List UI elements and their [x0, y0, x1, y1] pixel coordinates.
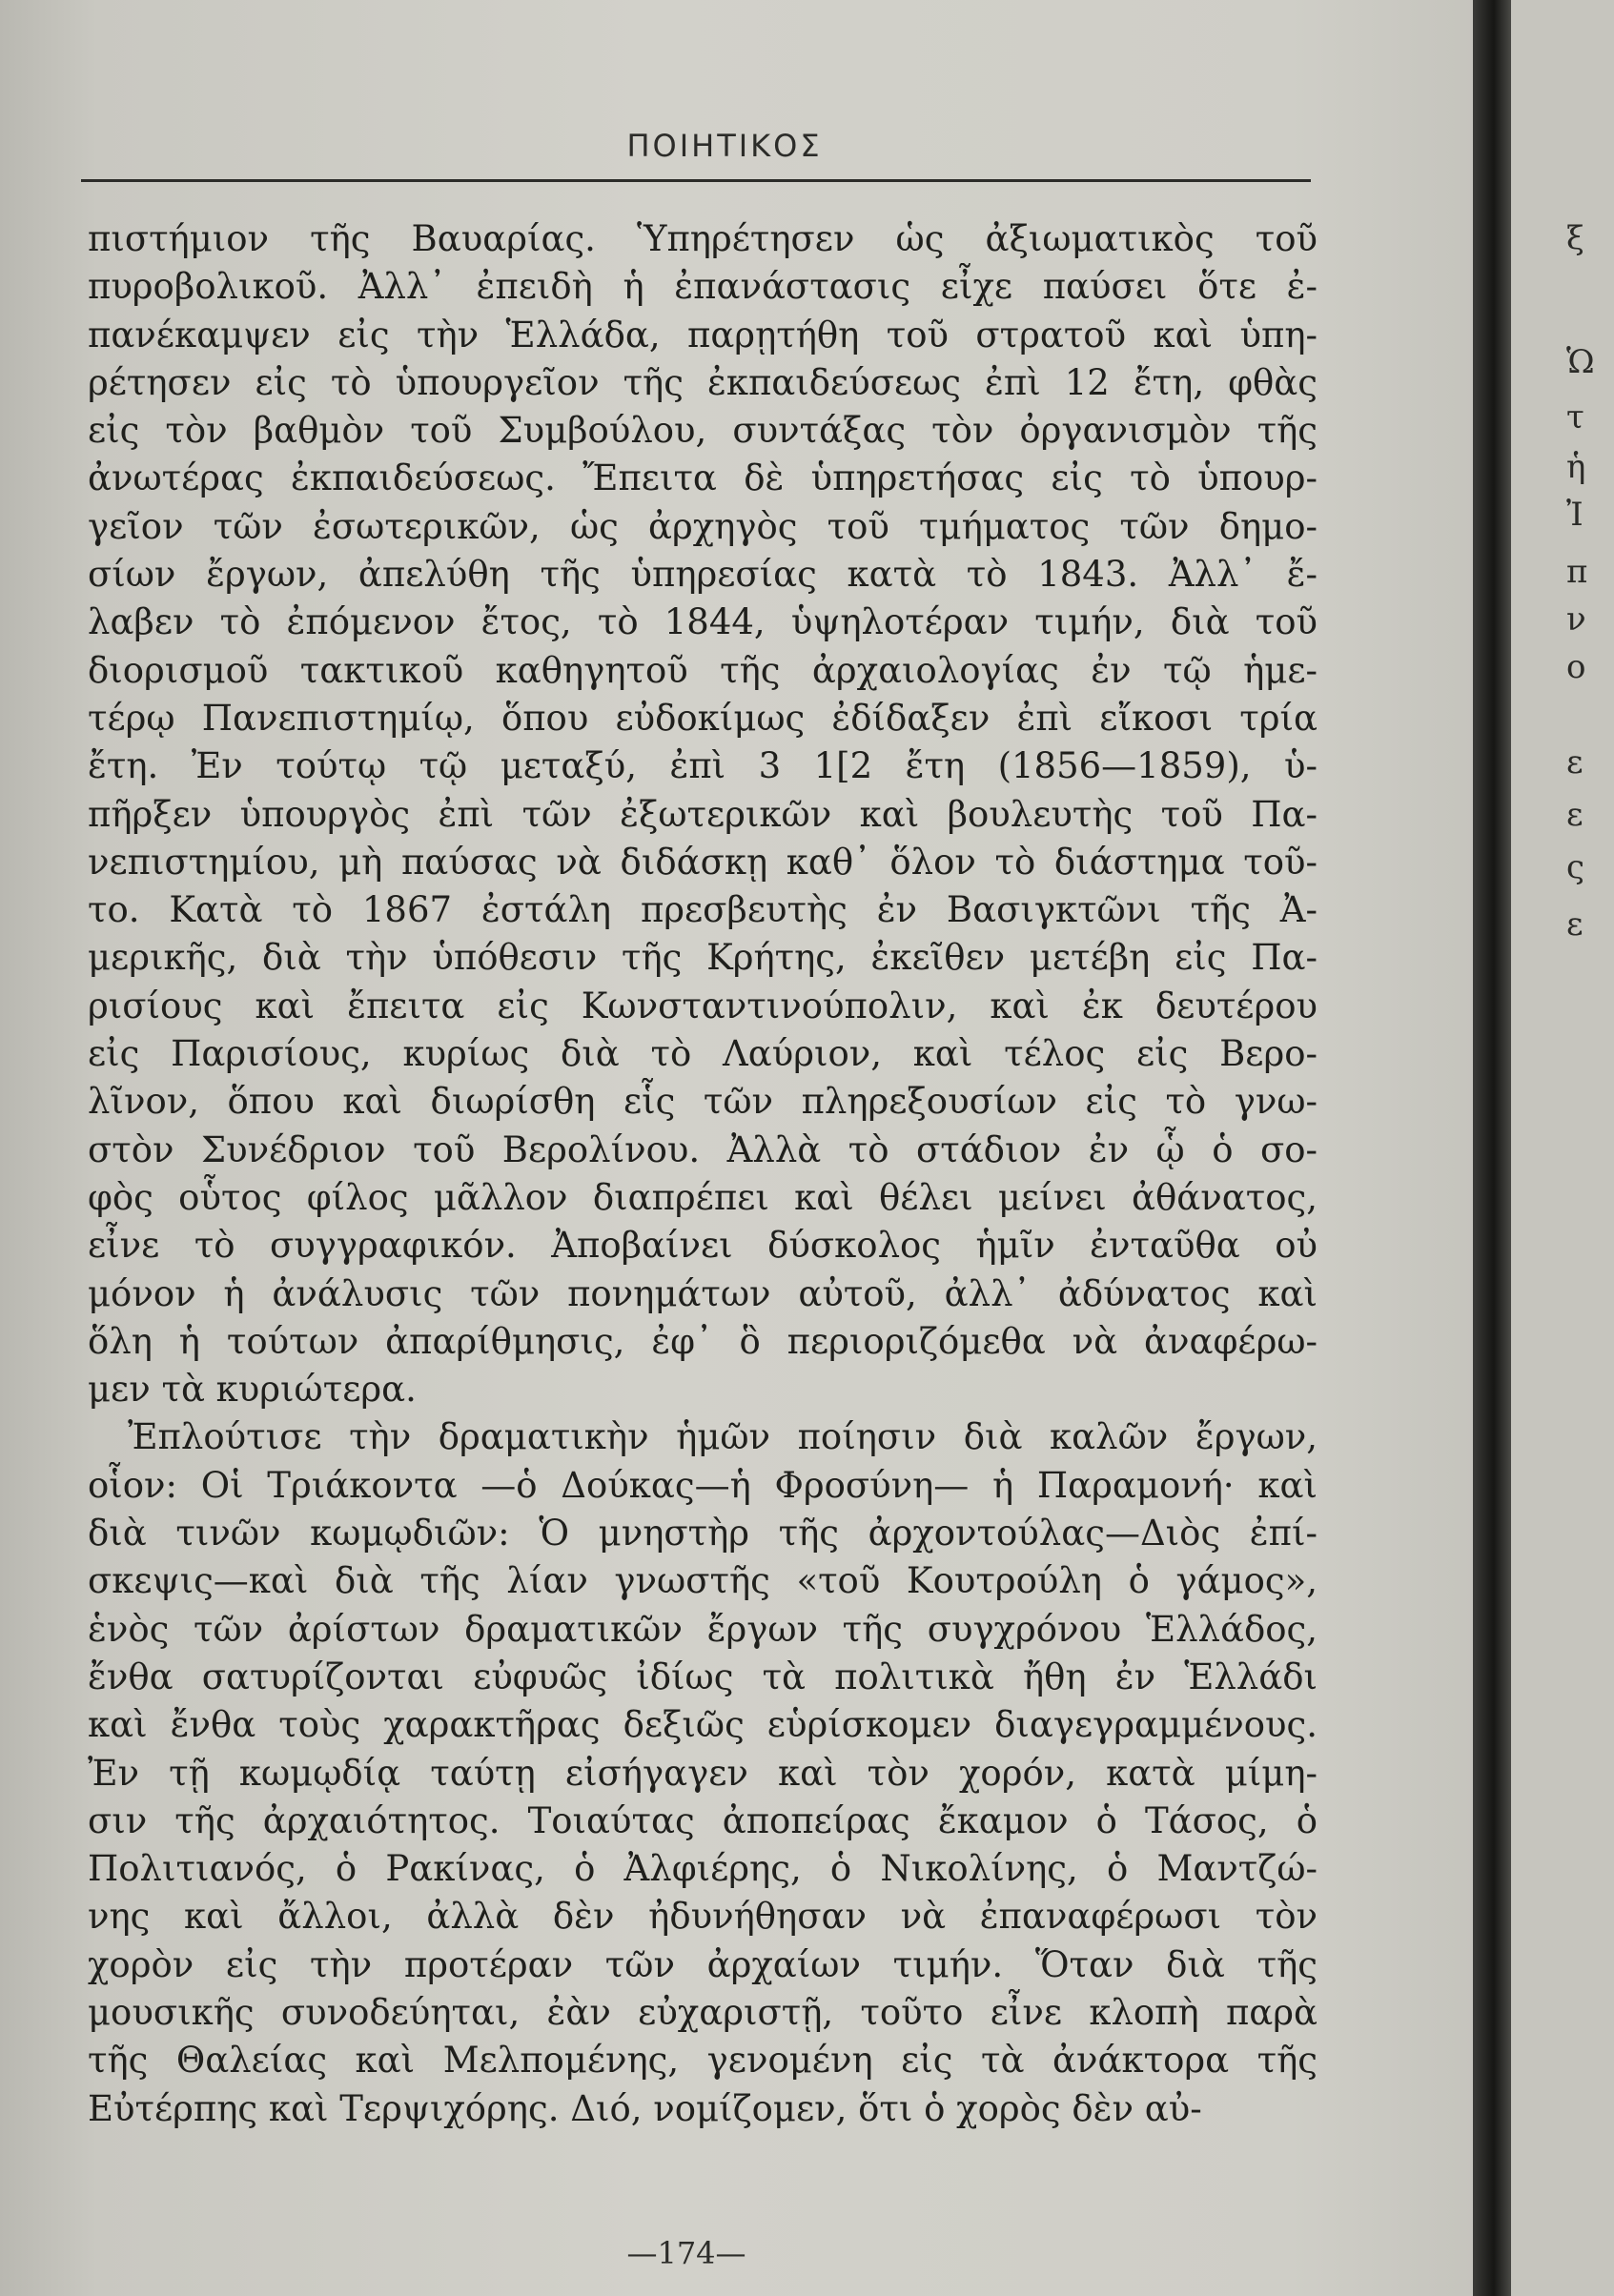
text-line: ὅλη ἡ τούτων ἀπαρίθμησις, ἐφ᾽ ὃ περιοριζόμεθα νὰ ἀναφέρω-	[88, 1320, 1318, 1362]
adjacent-page-fragment: ο	[1566, 648, 1586, 686]
text-line: νεπιστημίου, μὴ παύσας νὰ διδάσκῃ καθ᾽ ὅλον τὸ διάστημα τοῦ-	[88, 841, 1318, 883]
text-line: πῆρξεν ὑπουργὸς ἐπὶ τῶν ἐξωτερικῶν καὶ βουλευτὴς τοῦ Πα-	[88, 793, 1318, 835]
text-line: νης καὶ ἄλλοι, ἀλλὰ δὲν ἠδυνήθησαν νὰ ἐπαναφέρωσι τὸν	[88, 1896, 1318, 1938]
text-line: μερικῆς, διὰ τὴν ὑπόθεσιν τῆς Κρήτης, ἐκεῖθεν μετέβη εἰς Πα-	[88, 937, 1318, 979]
page-number: —174—	[626, 2235, 746, 2271]
text-line: Εὐτέρπης καὶ Τερψιχόρης. Διό, νομίζομεν, ὅτι ὁ χορὸς δὲν αὐ-	[88, 2087, 1202, 2129]
text-line: τέρῳ Πανεπιστημίῳ, ὅπου εὐδοκίμως ἐδίδαξεν ἐπὶ εἴκοσι τρία	[88, 697, 1318, 739]
book-gutter	[1473, 0, 1511, 2296]
running-header: ΠΟΙΗΤΙΚΟΣ	[626, 128, 823, 164]
adjacent-page-fragment: Ἰ	[1566, 496, 1583, 534]
text-line: μόνον ἡ ἀνάλυσις τῶν πονημάτων αὐτοῦ, ἀλλ᾽ ἀδύνατος καὶ	[88, 1272, 1318, 1314]
text-line: διὰ τινῶν κωμῳδιῶν: Ὁ μνηστὴρ τῆς ἀρχοντούλας—Διὸς ἐπί-	[88, 1513, 1318, 1554]
text-line: οἷον: Οἱ Τριάκοντα —ὁ Δούκας—ἡ Φροσύνη— ἡ Παραμονή· καὶ	[88, 1464, 1318, 1506]
text-line: στὸν Συνέδριον τοῦ Βερολίνου. Ἀλλὰ τὸ στάδιον ἐν ᾧ ὁ σο-	[88, 1128, 1318, 1170]
text-line: ἑνὸς τῶν ἀρίστων δραματικῶν ἔργων τῆς συγχρόνου Ἑλλάδος,	[88, 1608, 1318, 1650]
adjacent-page-fragment: ε	[1566, 905, 1583, 944]
text-line: πυροβολικοῦ. Ἀλλ᾽ ἐπειδὴ ἡ ἐπανάστασις εἶχε παύσει ὅτε ἐ-	[88, 266, 1318, 308]
text-line: τῆς Θαλείας καὶ Μελπομένης, γενομένη εἰς τὰ ἀνάκτορα τῆς	[88, 2040, 1318, 2082]
adjacent-page-fragment: ἡ	[1566, 448, 1586, 486]
body-text	[88, 215, 1318, 2133]
text-line: μουσικῆς συνοδεύηται, ἐὰν εὐχαριστῇ, τοῦτο εἶνε κλοπὴ παρὰ	[88, 1991, 1318, 2033]
text-line: πανέκαμψεν εἰς τὴν Ἑλλάδα, παρῃτήθη τοῦ στρατοῦ καὶ ὑπη-	[88, 314, 1318, 356]
text-line: εἰς τὸν βαθμὸν τοῦ Συμβούλου, συντάξας τὸν ὀργανισμὸν τῆς	[88, 410, 1318, 452]
text-line: καὶ ἔνθα τοὺς χαρακτῆρας δεξιῶς εὑρίσκομεν διαγεγραμμένους.	[88, 1704, 1318, 1746]
adjacent-page-fragment: ξ	[1566, 219, 1584, 257]
adjacent-page-fragment: τ	[1566, 398, 1584, 437]
text-line: χορὸν εἰς τὴν προτέραν τῶν ἀρχαίων τιμήν. Ὅταν διὰ τῆς	[88, 1943, 1318, 1985]
text-line: γεῖον τῶν ἐσωτερικῶν, ὡς ἀρχηγὸς τοῦ τμήματος τῶν δημο-	[88, 505, 1318, 547]
text-line: σίων ἔργων, ἀπελύθη τῆς ὑπηρεσίας κατὰ τὸ 1843. Ἀλλ᾽ ἔ-	[88, 554, 1318, 596]
adjacent-page-fragment: Ὡ	[1566, 343, 1595, 381]
text-line: εἰς Παρισίους, κυρίως διὰ τὸ Λαύριον, καὶ τέλος εἰς Βερο-	[88, 1033, 1318, 1075]
text-line: μεν τὰ κυριώτερα.	[88, 1369, 417, 1411]
adjacent-page-fragment: ε	[1566, 796, 1583, 834]
text-line: φὸς οὗτος φίλος μᾶλλον διαπρέπει καὶ θέλει μείνει ἀθάνατος,	[88, 1176, 1318, 1218]
text-line: το. Κατὰ τὸ 1867 ἐστάλη πρεσβευτὴς ἐν Βασιγκτῶνι τῆς Ἀ-	[88, 889, 1318, 931]
adjacent-page-fragment: ς	[1566, 848, 1585, 886]
text-line: λαβεν τὸ ἐπόμενον ἔτος, τὸ 1844, ὑψηλοτέραν τιμήν, διὰ τοῦ	[88, 601, 1318, 643]
text-line: ρέτησεν εἰς τὸ ὑπουργεῖον τῆς ἐκπαιδεύσεως ἐπὶ 12 ἔτη, φθὰς	[88, 361, 1318, 403]
text-line: εἶνε τὸ συγγραφικόν. Ἀποβαίνει δύσκολος ἡμῖν ἐνταῦθα οὐ	[88, 1225, 1318, 1267]
adjacent-page-fragment: ε	[1566, 743, 1583, 782]
text-line: λῖνον, ὅπου καὶ διωρίσθη εἷς τῶν πληρεξουσίων εἰς τὸ γνω-	[88, 1081, 1318, 1123]
text-line: σιν τῆς ἀρχαιότητος. Τοιαύτας ἀποπείρας ἔκαμον ὁ Τάσος, ὁ	[88, 1799, 1318, 1841]
text-line: ἀνωτέρας ἐκπαιδεύσεως. Ἔπειτα δὲ ὑπηρετήσας εἰς τὸ ὑπουρ-	[88, 457, 1318, 499]
adjacent-page-edge	[1511, 0, 1614, 2296]
header-rule	[81, 179, 1311, 182]
adjacent-page-fragment: π	[1566, 553, 1588, 591]
adjacent-page-fragment: ν	[1566, 600, 1586, 639]
text-line: ἔτη. Ἐν τούτῳ τῷ μεταξύ, ἐπὶ 3 1[2 ἔτη (1856—1859), ὑ-	[88, 745, 1318, 787]
text-line: Πολιτιανός, ὁ Ρακίνας, ὁ Ἀλφιέρης, ὁ Νικολίνης, ὁ Μαντζώ-	[88, 1848, 1318, 1890]
text-line: σκεψις—καὶ διὰ τῆς λίαν γνωστῆς «τοῦ Κουτρούλη ὁ γάμος»,	[88, 1560, 1318, 1602]
text-line: διορισμοῦ τακτικοῦ καθηγητοῦ τῆς ἀρχαιολογίας ἐν τῷ ἡμε-	[88, 649, 1318, 691]
text-line: Ἐν τῇ κωμῳδίᾳ ταύτῃ εἰσήγαγεν καὶ τὸν χορόν, κατὰ μίμη-	[88, 1752, 1318, 1794]
text-line: Ἐπλούτισε τὴν δραματικὴν ἡμῶν ποίησιν διὰ καλῶν ἔργων,	[128, 1416, 1318, 1458]
text-line: ρισίους καὶ ἔπειτα εἰς Κωνσταντινούπολιν, καὶ ἐκ δευτέρου	[88, 985, 1318, 1026]
text-line: πιστήμιον τῆς Βαυαρίας. Ὑπηρέτησεν ὡς ἀξιωματικὸς τοῦ	[88, 218, 1318, 259]
text-line: ἔνθα σατυρίζονται εὐφυῶς ἰδίως τὰ πολιτικὰ ἤθη ἐν Ἑλλάδι	[88, 1656, 1318, 1697]
